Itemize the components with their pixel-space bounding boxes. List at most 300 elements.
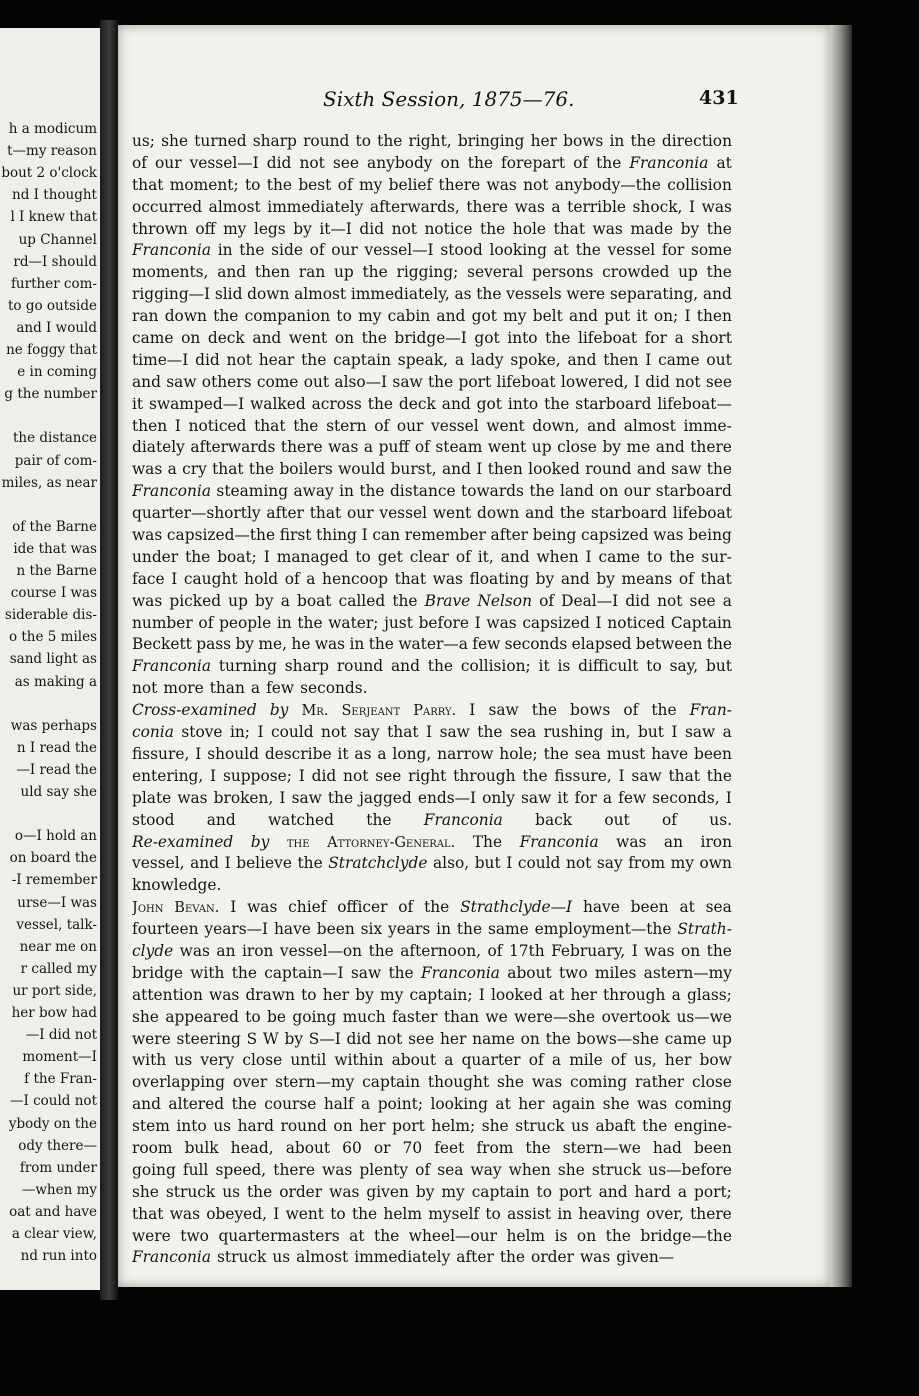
word: by	[596, 569, 615, 588]
word: almost	[294, 285, 347, 304]
word: means	[621, 569, 673, 588]
word: half	[323, 1095, 354, 1114]
word: I	[224, 854, 231, 873]
word: long,	[392, 744, 432, 763]
left-page-line: t—my reason	[7, 143, 97, 160]
word: people	[219, 613, 272, 632]
word: the	[366, 810, 392, 829]
word: capsized	[581, 526, 649, 545]
text-line	[132, 262, 732, 284]
word: to	[336, 307, 352, 326]
word: after	[266, 504, 304, 523]
word: her	[359, 1117, 386, 1136]
word: suppose;	[222, 766, 292, 785]
word: stern—we	[562, 1138, 641, 1157]
word: see	[332, 153, 359, 172]
left-page-line: from under	[19, 1159, 97, 1176]
word: bows	[563, 132, 604, 150]
word: about	[507, 963, 552, 982]
word: turning	[218, 657, 277, 676]
word: bow	[699, 1051, 732, 1070]
text-line	[132, 744, 732, 766]
word: in	[436, 920, 451, 939]
word: some	[690, 241, 732, 260]
word: by	[284, 1029, 304, 1048]
word: obeyed,	[206, 1204, 267, 1223]
word: was	[701, 197, 732, 216]
word: deck	[398, 394, 436, 413]
word: did	[266, 153, 292, 172]
word: saw	[392, 372, 423, 391]
word: our	[623, 482, 651, 501]
word: crowded	[602, 263, 670, 282]
word: I	[645, 350, 652, 369]
word: just	[384, 613, 413, 632]
text-line	[132, 394, 732, 416]
word: the	[327, 788, 354, 807]
word: saw	[521, 788, 552, 807]
word: immediately,	[350, 285, 450, 304]
word: not	[321, 723, 347, 742]
word: engine-	[673, 1117, 732, 1136]
word: round	[585, 460, 632, 479]
word: he	[291, 635, 311, 654]
word: at	[495, 1095, 511, 1114]
word: same	[487, 920, 529, 939]
word: came	[658, 350, 700, 369]
word: was	[653, 526, 684, 545]
word: the	[424, 898, 450, 917]
word: several	[467, 263, 524, 282]
word: I	[263, 547, 270, 566]
word: attention	[132, 985, 203, 1004]
word: the	[630, 132, 656, 150]
word: with	[132, 1051, 167, 1070]
word: was	[322, 1160, 353, 1179]
word: came	[598, 547, 641, 566]
word: right	[408, 766, 447, 785]
left-page-line: nd I thought	[12, 187, 97, 204]
word: abaft	[595, 1117, 636, 1136]
left-page-line: bout 2 o'clock	[1, 165, 97, 182]
word: as	[354, 744, 372, 763]
word: did	[359, 219, 385, 238]
word: Beckett	[132, 635, 192, 654]
word: collision	[667, 175, 732, 194]
word: had	[652, 1138, 682, 1157]
word: of	[414, 438, 430, 457]
word: been	[630, 898, 669, 917]
word: it	[636, 307, 648, 326]
word: us;	[132, 132, 155, 150]
word: I	[671, 723, 678, 742]
left-page-line: ybody on the	[8, 1115, 97, 1132]
word: of	[198, 613, 214, 632]
word: came	[664, 1029, 707, 1048]
text-line	[132, 875, 732, 897]
word: us—we	[676, 1007, 732, 1026]
word: the	[467, 153, 493, 172]
word: the	[706, 766, 732, 785]
word: of	[415, 1160, 431, 1179]
page-header	[118, 87, 830, 117]
word: to	[485, 1204, 501, 1223]
word: was	[328, 438, 359, 457]
word: as	[454, 285, 472, 304]
word: the	[480, 219, 506, 238]
word: and	[560, 569, 590, 588]
word: lifeboat	[672, 504, 732, 523]
word: the	[706, 263, 732, 282]
word: in	[217, 241, 233, 260]
word: through	[603, 985, 666, 1004]
word: helm	[506, 1226, 546, 1245]
word: captain;	[409, 985, 473, 1004]
word: broken,	[213, 788, 274, 807]
word: best	[298, 175, 332, 194]
word: I	[585, 547, 592, 566]
word: it	[538, 657, 550, 676]
word: the	[477, 723, 503, 742]
word: diately	[132, 438, 185, 457]
word: up	[712, 1029, 732, 1048]
word: the	[456, 920, 483, 939]
word: a	[361, 1095, 371, 1114]
word: to	[245, 1007, 261, 1026]
word: noticed	[188, 416, 247, 435]
word: puff	[378, 438, 410, 457]
word: her	[570, 985, 597, 1004]
word: Franconia	[629, 153, 709, 172]
text-line	[132, 1050, 732, 1072]
left-page-line: —I read the	[16, 761, 97, 778]
text-line	[132, 284, 732, 306]
word: to	[646, 547, 663, 566]
word: on	[333, 1117, 353, 1136]
word: employment—the	[534, 920, 672, 939]
word: course	[264, 1095, 317, 1114]
word: watched	[267, 810, 335, 829]
word: The	[472, 832, 503, 851]
word: Mr.	[301, 703, 329, 720]
text-line	[132, 678, 732, 700]
word: plenty	[359, 1160, 409, 1179]
word: then	[603, 350, 639, 369]
text-line	[132, 350, 732, 372]
word: it	[337, 744, 349, 763]
word: was	[432, 569, 463, 588]
left-page-fragment	[0, 28, 102, 1290]
word: I	[689, 197, 696, 216]
word: my	[358, 307, 382, 326]
word: on	[599, 482, 619, 501]
word: of	[487, 941, 503, 960]
word: the	[213, 307, 239, 326]
word: bows	[570, 701, 611, 720]
word: is	[557, 657, 571, 676]
word: port	[458, 372, 492, 391]
word: the	[427, 657, 453, 676]
word: was	[314, 635, 346, 654]
word: back	[535, 810, 573, 829]
word: the	[185, 547, 211, 566]
word: moments,	[132, 263, 209, 282]
word: her	[664, 1051, 692, 1070]
word: vessel—I	[189, 153, 259, 172]
word: coming	[569, 1073, 628, 1092]
word: immediately	[267, 197, 364, 216]
word: and	[206, 810, 236, 829]
word: port	[558, 1182, 592, 1201]
word: the	[361, 329, 387, 348]
word: was	[644, 941, 675, 960]
word: legs	[253, 219, 286, 238]
word: turned	[194, 132, 247, 150]
text-line	[132, 153, 732, 175]
left-page-line: -I remember	[11, 872, 97, 889]
word: did	[645, 372, 670, 391]
word: a	[306, 569, 316, 588]
word: Bevan.	[174, 900, 220, 917]
word: Cross-examined	[132, 701, 257, 720]
word: sea	[509, 723, 537, 742]
word: starboard	[590, 504, 667, 523]
word: did	[346, 1029, 372, 1048]
word: the	[359, 482, 385, 501]
word: come	[256, 372, 299, 391]
word: but	[638, 723, 664, 742]
word: she	[557, 1160, 585, 1179]
word: ran	[298, 263, 326, 282]
word: given	[366, 1182, 409, 1201]
word: water—a	[398, 635, 468, 654]
word: officer	[337, 898, 388, 917]
word: hear	[258, 350, 295, 369]
left-page-line: uld say she	[20, 784, 97, 800]
word: number	[132, 613, 193, 632]
word: lifeboat—	[657, 394, 732, 413]
word: that	[394, 569, 427, 588]
text-line	[132, 240, 732, 262]
word: vessel—on	[279, 941, 363, 960]
word: it	[132, 394, 144, 413]
word: the	[427, 372, 454, 391]
word: port	[392, 1117, 425, 1136]
word: afterwards	[190, 438, 276, 457]
word: helm	[383, 1204, 422, 1223]
word: years—I	[204, 920, 269, 939]
word: the	[392, 591, 418, 610]
word: and	[598, 1182, 628, 1201]
word: helm;	[431, 1117, 476, 1136]
word: her	[322, 985, 350, 1004]
word: jagged	[359, 788, 412, 807]
word: afternoon,	[400, 941, 482, 960]
word: deck	[207, 329, 245, 348]
word: when	[508, 1160, 551, 1179]
word: order	[279, 1182, 323, 1201]
word: at	[716, 153, 732, 172]
word: drawn	[245, 985, 295, 1004]
text-line	[132, 306, 732, 328]
word: not	[226, 350, 252, 369]
word: Fran-	[689, 701, 732, 720]
word: struck	[515, 1117, 565, 1136]
word: for	[574, 788, 597, 807]
left-page-line: f the Fran-	[24, 1071, 97, 1088]
word: two	[558, 963, 588, 982]
word: she	[132, 1007, 159, 1026]
word: at	[553, 241, 569, 260]
word: and	[436, 307, 466, 326]
word: about	[285, 1138, 331, 1157]
word: of	[528, 1051, 544, 1070]
word: of	[284, 569, 300, 588]
word: full	[182, 1160, 209, 1179]
word: there	[438, 175, 481, 194]
word: sharp	[252, 132, 297, 150]
text-line	[132, 1204, 732, 1226]
word: the	[231, 963, 257, 982]
word: an	[663, 832, 684, 851]
word: the	[351, 1204, 378, 1223]
word: went	[486, 416, 525, 435]
word: clear	[409, 547, 449, 566]
word: thought	[427, 1073, 490, 1092]
word: walked	[250, 394, 306, 413]
word: vessel	[431, 416, 479, 435]
word: have	[274, 920, 311, 939]
word: I	[171, 569, 178, 588]
word: I	[474, 613, 481, 632]
word: almost	[296, 1248, 349, 1267]
word: went	[487, 438, 527, 457]
left-page-line: up Channel	[18, 231, 97, 248]
word: stem	[132, 1117, 170, 1136]
word: believe	[236, 854, 292, 873]
word: slid	[214, 285, 243, 304]
word: Franconia	[132, 241, 212, 260]
word: right,	[408, 132, 452, 150]
left-page-line: —I did not	[25, 1027, 97, 1044]
word: came	[132, 329, 174, 348]
word: through	[453, 766, 516, 785]
left-page-line: a clear view,	[11, 1226, 97, 1242]
word: by	[415, 1182, 435, 1201]
word: steam	[435, 438, 483, 457]
word: towards	[461, 482, 524, 501]
word: an	[216, 941, 236, 960]
word: appeared	[165, 1007, 239, 1026]
word: was	[514, 197, 545, 216]
word: immediately	[354, 1248, 451, 1267]
word: say,	[669, 657, 699, 676]
word: years	[388, 920, 431, 939]
word: spoke,	[510, 350, 561, 369]
text-line	[132, 941, 732, 963]
word: seconds	[504, 635, 568, 654]
word: and	[217, 263, 247, 282]
word: by	[355, 985, 374, 1004]
word: stood	[132, 810, 175, 829]
word: got	[476, 394, 502, 413]
word: not	[523, 175, 549, 194]
word: us	[213, 1117, 232, 1136]
word: moment;	[169, 175, 239, 194]
word: the	[545, 1029, 571, 1048]
word: only	[482, 788, 515, 807]
word: saw	[684, 723, 716, 742]
word: bringing	[457, 132, 525, 150]
word: by	[680, 219, 700, 238]
word: been	[693, 1138, 732, 1157]
word: can	[372, 526, 401, 545]
word: I	[506, 854, 513, 873]
word: then	[696, 307, 732, 326]
word: is	[554, 1226, 568, 1245]
word: water;	[328, 613, 379, 632]
word: have	[651, 744, 689, 763]
word: then	[254, 263, 291, 282]
word: much	[342, 1007, 386, 1026]
word: name	[472, 1029, 515, 1048]
word: the	[642, 1117, 668, 1136]
word: side	[271, 241, 303, 260]
text-line	[132, 656, 732, 678]
word: the	[248, 460, 275, 479]
word: time—I	[132, 350, 189, 369]
word: speak,	[397, 350, 449, 369]
word: down	[247, 285, 290, 304]
word: hencoop	[322, 569, 388, 588]
word: and	[252, 329, 282, 348]
word: floating	[469, 569, 530, 588]
word: the	[388, 963, 414, 982]
word: almost	[623, 416, 676, 435]
word: and	[442, 460, 471, 479]
word: to	[330, 1204, 346, 1223]
word: heaving	[578, 1204, 640, 1223]
word: 60	[342, 1138, 362, 1157]
word: and	[655, 438, 685, 457]
word: vessel	[379, 504, 428, 523]
word: that	[668, 766, 700, 785]
word: collision;	[460, 657, 531, 676]
word: the	[297, 613, 323, 632]
text-line	[132, 634, 732, 656]
word: overtook	[601, 1007, 671, 1026]
word: the	[377, 132, 403, 150]
word: the	[559, 504, 586, 523]
word: say	[353, 723, 380, 742]
word: not	[132, 679, 158, 698]
text-line	[132, 788, 732, 810]
text-line	[132, 569, 732, 591]
word: sharp	[284, 657, 329, 676]
word: on	[440, 153, 460, 172]
word: out	[706, 350, 732, 369]
word: the	[367, 394, 393, 413]
word: starboard	[575, 394, 652, 413]
word: saw	[631, 766, 662, 785]
word: saw	[291, 788, 322, 807]
word: a	[602, 788, 613, 807]
word: been	[693, 744, 732, 763]
word: into	[507, 329, 538, 348]
word: glass;	[686, 985, 732, 1004]
word: few	[472, 635, 501, 654]
word: and	[587, 416, 617, 435]
